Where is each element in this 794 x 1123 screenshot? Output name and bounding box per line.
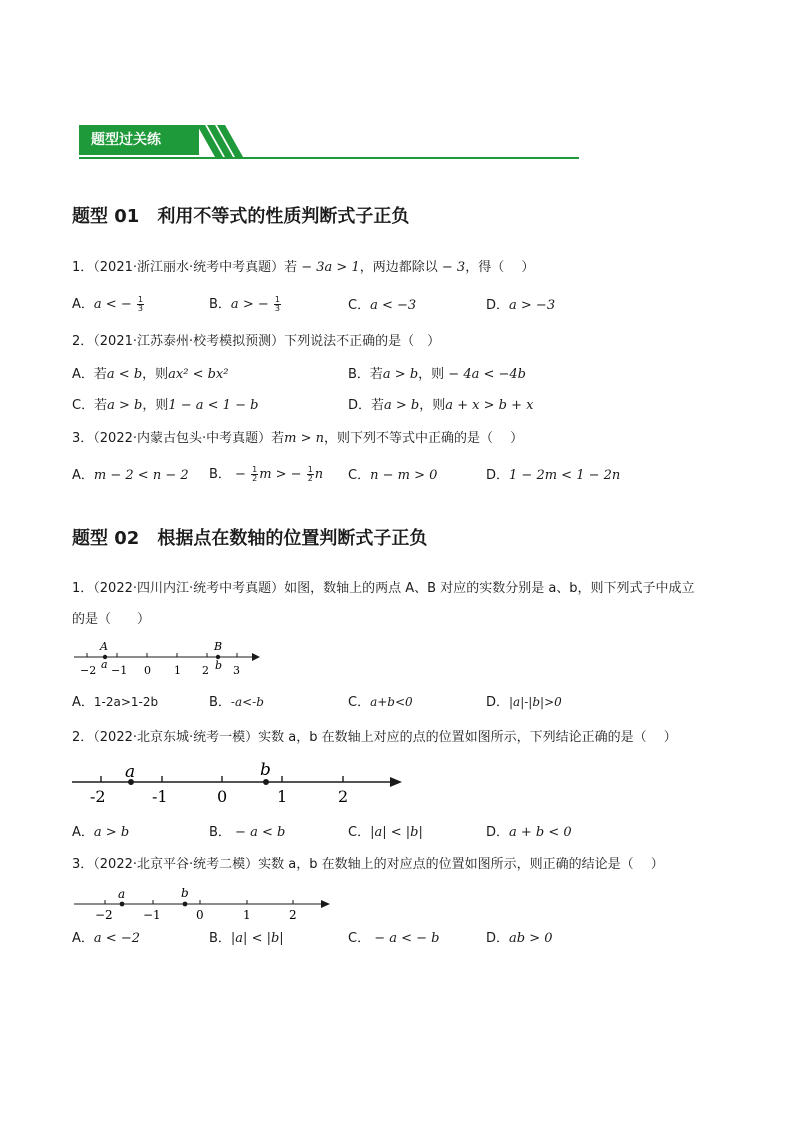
tick-label: 1 — [243, 908, 251, 922]
s2-q1-stem-line2: 的是（ ） — [72, 612, 151, 627]
s2-q3-option-a: A．a < −2 — [72, 931, 140, 946]
tick-label: -2 — [90, 787, 106, 806]
tick-label: −2 — [95, 908, 113, 922]
s2-q1-option-b: B．-a<-b — [209, 695, 264, 710]
s1-q3-option-d: D．1 − 2m < 1 − 2n — [486, 468, 621, 483]
banner-title: 题型过关练 — [79, 125, 199, 155]
tick-label: 2 — [202, 664, 209, 677]
s2-q3-option-c: C． − a < − b — [348, 931, 440, 946]
s1-q1-option-d: D．a > −3 — [486, 298, 556, 313]
tick-label: 2 — [289, 908, 297, 922]
s1-q3-option-a: A．m − 2 < n − 2 — [72, 468, 189, 483]
section1-heading: 题型 01 利用不等式的性质判断式子正负 — [72, 206, 410, 227]
s1-q2-stem: 2．（2021·江苏泰州·校考模拟预测）下列说法不正确的是（ ） — [72, 334, 441, 349]
tick-label: −1 — [143, 908, 161, 922]
point-b-upper-label: B — [214, 640, 223, 653]
s1-q1-stem: 1．（2021·浙江丽水·统考中考真题）若 − 3a > 1，两边都除以 − 3，得（ ） — [72, 260, 535, 275]
s2-q2-option-c: C．|a| < |b| — [348, 825, 423, 840]
point-b-lower-label: b — [215, 659, 223, 672]
s2-q3-stem: 3．（2022·北京平谷·统考二模）实数 a，b 在数轴上的对应点的位置如图所示，则正确的结论是（ ） — [72, 857, 664, 872]
s2-q1-option-c: C．a+b<0 — [348, 695, 413, 710]
s1-q2-option-c: C．若a > b，则1 − a < 1 − b — [72, 398, 259, 413]
point-b-label: b — [181, 886, 189, 900]
s1-q1-option-b: B．a > − $\frac{1}{3}$ — [209, 295, 280, 313]
banner-stripes — [197, 125, 337, 161]
s2-q3-option-d: D．ab > 0 — [486, 931, 553, 946]
point-a — [120, 902, 125, 907]
tick-label: 0 — [144, 664, 151, 677]
tick-label: -1 — [152, 787, 168, 806]
tick-label: 1 — [174, 664, 181, 677]
s1-q1-option-a: A．a < − $\frac{1}{3}$ — [72, 295, 143, 313]
point-a-label: a — [118, 887, 126, 901]
s2-q3-number-line — [72, 884, 342, 924]
s2-q1-option-a: A．1-2a>1-2b — [72, 695, 159, 710]
s2-q1-option-d: D．|a|-|b|>0 — [486, 695, 562, 710]
point-b-label: b — [260, 760, 271, 780]
section2-heading: 题型 02 根据点在数轴的位置判断式子正负 — [72, 528, 428, 549]
s1-q3-option-b: B． − $\frac{1}{2}$ m > − $\frac{1}{2}$ n — [209, 465, 324, 483]
banner-underline — [79, 157, 579, 159]
s1-q2-option-d: D．若a > b，则a + x > b + x — [348, 398, 534, 413]
s1-q2-option-a: A．若a < b，则ax² < bx² — [72, 367, 229, 382]
point-a-upper-label: A — [100, 640, 108, 653]
axis-arrow — [252, 653, 260, 661]
tick-label: 0 — [217, 787, 228, 806]
axis-arrow — [321, 900, 330, 908]
s1-q1-option-c: C．a < −3 — [348, 298, 417, 313]
tick-label: 2 — [338, 787, 349, 806]
s2-q2-option-a: A．a > b — [72, 825, 130, 840]
s2-q2-option-d: D．a + b < 0 — [486, 825, 572, 840]
axis-arrow — [390, 777, 402, 787]
tick-label: 3 — [233, 664, 240, 677]
s2-q1-stem-line1: 1．（2022·四川内江·统考中考真题）如图，数轴上的两点 A、B 对应的实数分别是 a、b，则下列式子中成立 — [72, 581, 695, 596]
s2-q2-number-line — [70, 758, 410, 808]
s1-q3-stem: 3．（2022·内蒙古包头·中考真题）若m > n，则下列不等式中正确的是（ ） — [72, 431, 524, 446]
point-a-label: a — [125, 762, 136, 782]
point-a-lower-label: a — [101, 658, 108, 671]
tick-label: 0 — [196, 908, 204, 922]
section-banner — [79, 125, 579, 161]
tick-label: 1 — [277, 787, 288, 806]
s1-q3-option-c: C．n − m > 0 — [348, 468, 438, 483]
tick-label: −2 — [80, 664, 97, 677]
point-b — [183, 902, 188, 907]
s2-q2-stem: 2．（2022·北京东城·统考一模）实数 a，b 在数轴上对应的点的位置如图所示，下列结论正确的是（ ） — [72, 730, 677, 745]
s2-q2-option-b: B． − a < b — [209, 825, 286, 840]
tick-label: −1 — [111, 664, 128, 677]
s2-q1-number-line — [70, 638, 270, 680]
s2-q3-option-b: B．|a| < |b| — [209, 931, 284, 946]
s1-q2-option-b: B．若a > b，则 − 4a < −4b — [348, 367, 526, 382]
